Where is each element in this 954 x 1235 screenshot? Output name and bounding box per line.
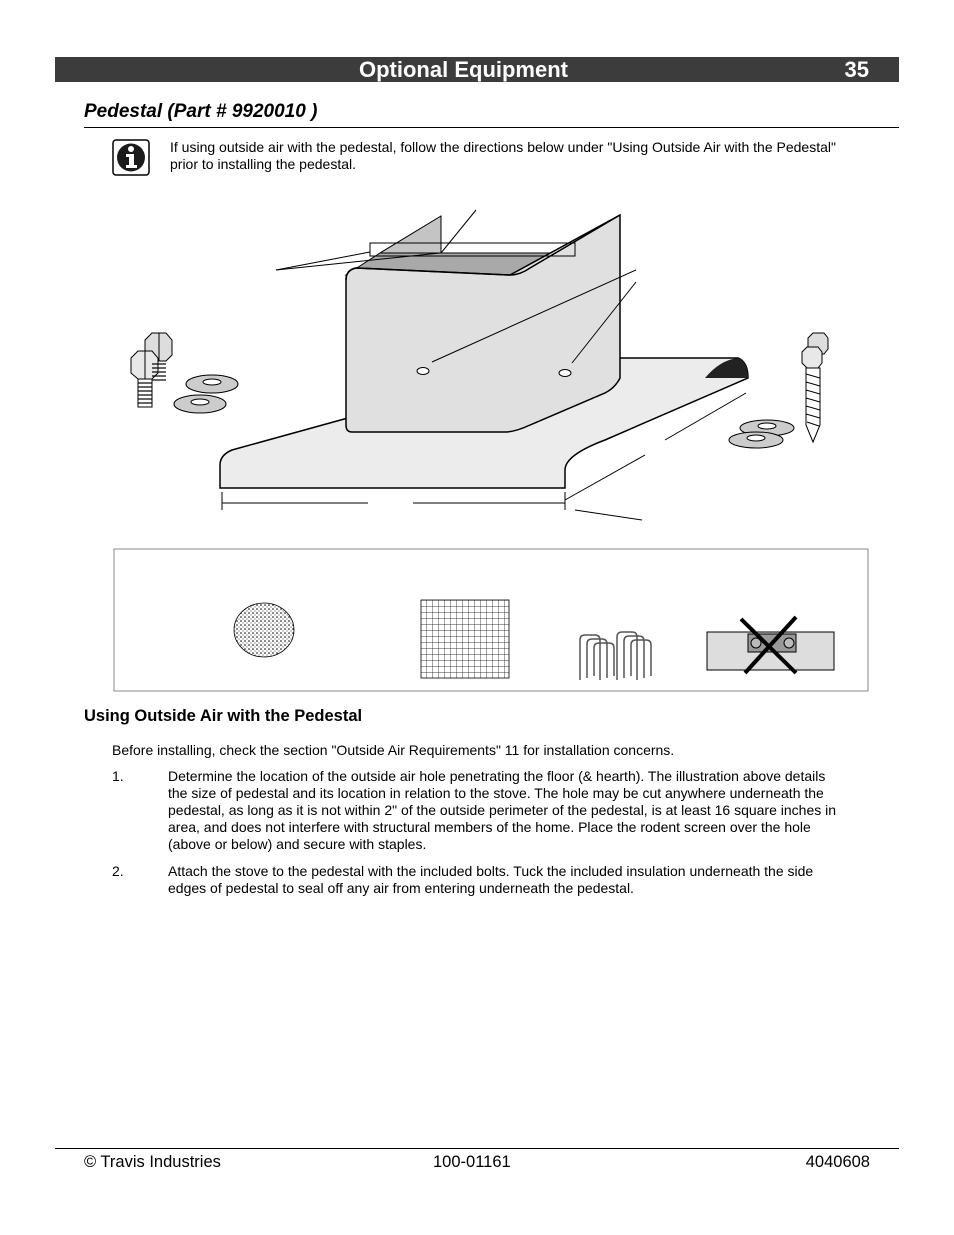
section-title: Pedestal (Part # 9920010 ) [84, 101, 318, 122]
step-number: 1. [112, 768, 124, 784]
footer-divider [55, 1148, 899, 1149]
rodent-screen-icon [421, 600, 509, 678]
page-title: Optional Equipment [359, 57, 568, 82]
step-text: Determine the location of the outside air hole penetrating the floor (& hearth). The illustration above details the size of pedestal and its location in relation to the stove. The hole may be cut anywhere underneath the pedestal, as long as it is not within 2" of the outside perimeter of the pedestal, is at least 16 square inches in area, and does not interfere with structural members of the home. Place the rodent screen over the hole (above or below) and secure with staples. [168, 768, 837, 852]
subsection-title: Using Outside Air with the Pedestal [84, 707, 363, 725]
footer-doc-number: 100-01161 [433, 1153, 511, 1171]
info-note: If using outside air with the pedestal, follow the directions below under "Using Outside Air with the Pedestal" prior to installing the pedestal. [170, 139, 836, 172]
lag-screw-icon [729, 333, 828, 448]
intro-paragraph: Before installing, check the section "Outside Air Requirements" 11 for installation concerns. [112, 742, 675, 758]
pedestal-body [346, 215, 620, 432]
insulation-icon [234, 603, 294, 657]
footer-date-code: 4040608 [805, 1153, 870, 1171]
step-text: Attach the stove to the pedestal with the included bolts. Tuck the included insulation underneath the side edges of pedestal to seal off any air from entering underneath the pedestal. [168, 863, 814, 896]
washer-icon [174, 375, 238, 413]
footer-copyright: © Travis Industries [84, 1153, 221, 1171]
page-number: 35 [844, 57, 869, 82]
step-number: 2. [112, 863, 124, 879]
bolt-icon [131, 333, 172, 407]
